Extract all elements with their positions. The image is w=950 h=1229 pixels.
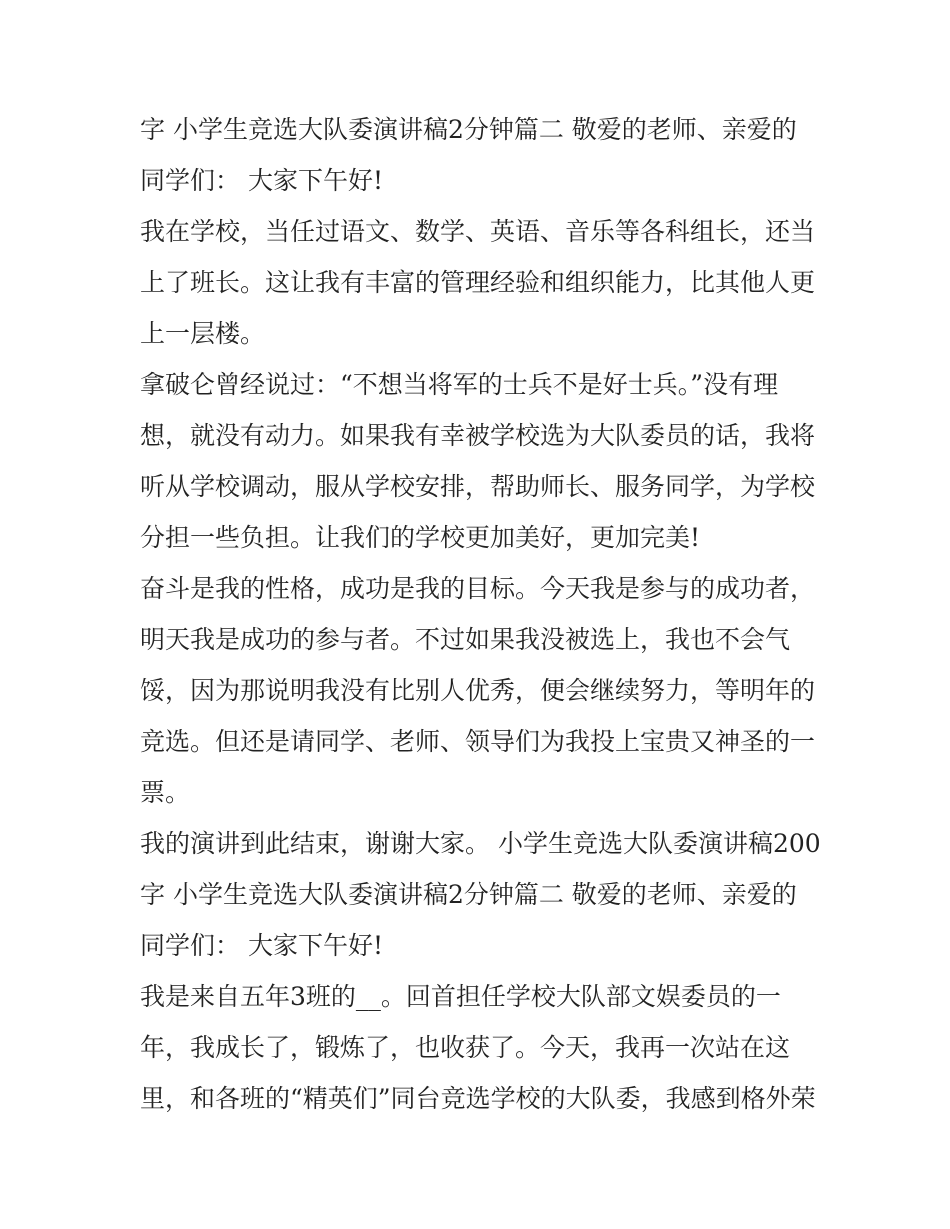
text-line: 同学们： 大家下午好! <box>140 166 383 195</box>
text-line: 我是来自五年3班的__。回首担任学校大队部文娱委员的一 <box>140 982 781 1011</box>
text-line: 听从学校调动，服从学校安排，帮助师长、服务同学，为学校 <box>140 472 816 501</box>
text-line: 字 小学生竞选大队委演讲稿2分钟篇二 敬爱的老师、亲爱的 <box>140 880 797 909</box>
text-line: 里，和各班的“精英们”同台竞选学校的大队委，我感到格外荣 <box>140 1084 816 1113</box>
text-line: 竞选。但还是请同学、老师、领导们为我投上宝贵又神圣的一 <box>140 727 816 756</box>
text-line: 我在学校，当任过语文、数学、英语、音乐等各科组长，还当 <box>140 217 816 246</box>
text-line: 票。 <box>140 778 191 807</box>
text-line: 明天我是成功的参与者。不过如果我没被选上，我也不会气 <box>140 625 791 654</box>
text-line: 年，我成长了，锻炼了，也收获了。今天，我再一次站在这 <box>140 1033 791 1062</box>
text-line: 上一层楼。 <box>140 319 266 348</box>
text-line: 想，就没有动力。如果我有幸被学校选为大队委员的话，我将 <box>140 421 816 450</box>
text-line: 拿破仑曾经说过：“不想当将军的士兵不是好士兵。”没有理 <box>140 370 779 399</box>
text-line: 字 小学生竞选大队委演讲稿2分钟篇二 敬爱的老师、亲爱的 <box>140 115 797 144</box>
document-body <box>140 104 820 1124</box>
text-line: 奋斗是我的性格，成功是我的目标。今天我是参与的成功者， <box>140 574 816 603</box>
text-line: 上了班长。这让我有丰富的管理经验和组织能力，比其他人更 <box>140 268 816 297</box>
text-line: 分担一些负担。让我们的学校更加美好，更加完美! <box>140 523 701 552</box>
text-line: 同学们： 大家下午好! <box>140 931 383 960</box>
text-line: 我的演讲到此结束，谢谢大家。 小学生竞选大队委演讲稿200 <box>140 829 821 858</box>
text-line: 馁，因为那说明我没有比别人优秀，便会继续努力，等明年的 <box>140 676 816 705</box>
